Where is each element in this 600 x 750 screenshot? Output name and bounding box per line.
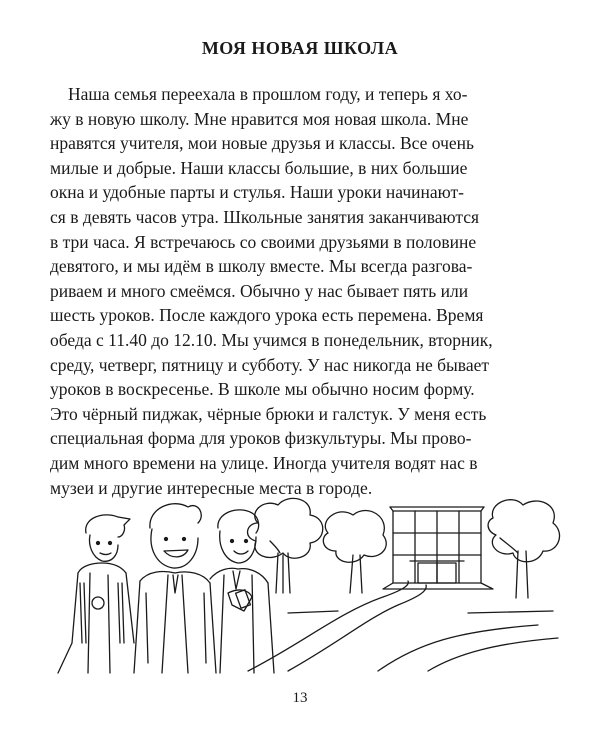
- text-line-16: дим много времени на улице. Иногда учителя водят нас в: [50, 452, 478, 473]
- page-number: 13: [292, 690, 308, 706]
- page-title: МОЯ НОВАЯ ШКОЛА: [201, 38, 399, 58]
- text-line-13: уроков в воскресенье. В школе мы обычно носим форму.: [50, 379, 475, 400]
- boy-with-phone: [210, 510, 274, 673]
- text-line-17: музеи и другие интересные места в городе.: [50, 477, 373, 498]
- boy-smiling: [134, 504, 216, 673]
- boy-with-cap: [58, 515, 134, 673]
- story-text: [50, 82, 568, 500]
- text-line-3: нравятся учителя, мои новые друзья и классы. Все очень: [50, 133, 475, 154]
- text-line-14: Это чёрный пиджак, чёрные брюки и галстук. У меня есть: [50, 403, 487, 424]
- text-line-2: жу в новую школу. Мне нравится моя новая школа. Мне: [50, 108, 469, 129]
- text-line-6: ся в девять часов утра. Школьные занятия заканчиваются: [50, 206, 480, 227]
- school-building: [383, 507, 493, 589]
- path-drawing: [248, 581, 558, 671]
- text-line-15: специальная форма для уроков физкультуры. Мы прово-: [50, 428, 472, 449]
- text-line-7: в три часа. Я встречаюсь со своими друзьями в половине: [50, 231, 477, 252]
- text-line-1: Наша семья переехала в прошлом году, и теперь я хо-: [68, 84, 468, 104]
- text-line-5: окна и удобные парты и стулья. Наши уроки начинают-: [50, 182, 464, 203]
- tree-center: [323, 511, 386, 593]
- text-line-11: обеда с 11.40 до 12.10. Мы учимся в понедельник, вторник,: [50, 329, 493, 350]
- text-line-12: среду, четверг, пятницу и субботу. У нас никогда не бывает: [50, 354, 489, 375]
- text-line-9: риваем и много смеёмся. Обычно у нас бывает пять или: [50, 280, 469, 301]
- text-line-4: милые и добрые. Наши классы большие, в них большие: [50, 157, 468, 178]
- text-line-8: девятого, и мы идём в школу вместе. Мы всегда разгова-: [50, 256, 473, 277]
- text-line-10: шесть уроков. После каждого урока есть перемена. Время: [50, 305, 484, 326]
- tree-right: [488, 500, 559, 598]
- tree-left: [248, 498, 323, 593]
- school-illustration: [38, 493, 568, 683]
